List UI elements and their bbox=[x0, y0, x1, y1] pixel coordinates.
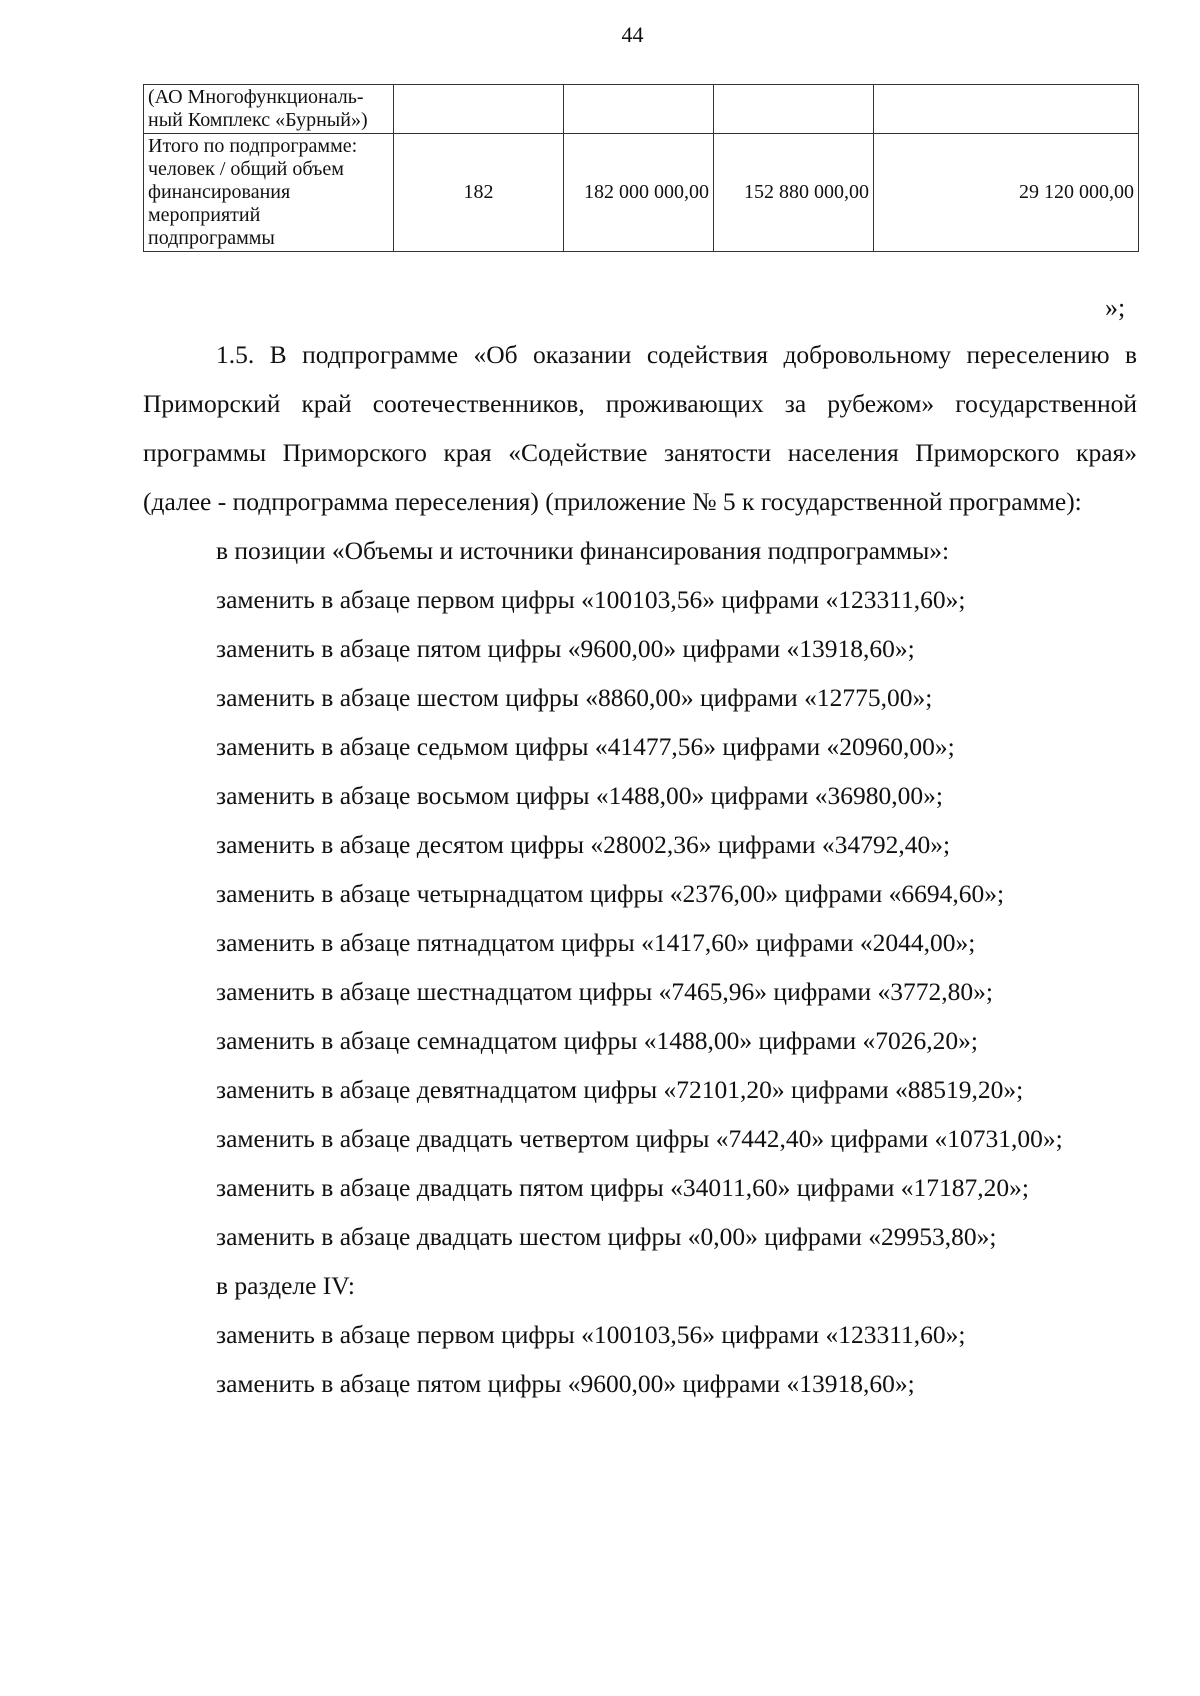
list-item: заменить в абзаце двадцать шестом цифры «0,00» цифрами «29953,80»; bbox=[216, 1222, 997, 1251]
table-cell-col3: 152 880 000,00 bbox=[714, 134, 874, 252]
table-cell-col3 bbox=[714, 85, 874, 134]
table-cell-name: (АО Многофункциональ-ный Комплекс «Бурный») bbox=[144, 85, 394, 134]
table-row bbox=[144, 85, 1139, 134]
list-item: заменить в абзаце пятом цифры «9600,00» цифрами «13918,60»; bbox=[216, 1369, 915, 1398]
table-row-total bbox=[144, 134, 1139, 252]
list-item: заменить в абзаце четырнадцатом цифры «2376,00» цифрами «6694,60»; bbox=[216, 879, 1005, 908]
table-closing-quote: »; bbox=[1105, 293, 1126, 322]
list-item: в позиции «Объемы и источники финансирования подпрограммы»: bbox=[216, 536, 950, 565]
document-body bbox=[143, 330, 1137, 1408]
table-cell-people: 182 bbox=[394, 134, 564, 252]
list-item: заменить в абзаце девятнадцатом цифры «72101,20» цифрами «88519,20»; bbox=[216, 1075, 1024, 1104]
list-item: заменить в абзаце седьмом цифры «41477,56» цифрами «20960,00»; bbox=[216, 732, 955, 761]
list-item: заменить в абзаце пятом цифры «9600,00» цифрами «13918,60»; bbox=[216, 634, 915, 663]
list-item: заменить в абзаце шестнадцатом цифры «7465,96» цифрами «3772,80»; bbox=[216, 977, 993, 1006]
list-item: заменить в абзаце пятнадцатом цифры «1417,60» цифрами «2044,00»; bbox=[216, 928, 976, 957]
page-number: 44 bbox=[621, 22, 644, 47]
section-subheading: в разделе IV: bbox=[216, 1271, 355, 1300]
list-item: заменить в абзаце двадцать пятом цифры «34011,60» цифрами «17187,20»; bbox=[216, 1173, 1029, 1202]
list-item: заменить в абзаце семнадцатом цифры «1488,00» цифрами «7026,20»; bbox=[216, 1026, 978, 1055]
table-cell-name: Итого по подпрограмме: человек / общий объем финансирования мероприятий подпрограммы bbox=[144, 134, 394, 252]
list-item: заменить в абзаце первом цифры «100103,56» цифрами «123311,60»; bbox=[216, 585, 966, 614]
list-item: заменить в абзаце двадцать четвертом цифры «7442,40» цифрами «10731,00»; bbox=[216, 1124, 1063, 1153]
list-item: заменить в абзаце первом цифры «100103,56» цифрами «123311,60»; bbox=[216, 1320, 966, 1349]
section-paragraph: 1.5. В подпрограмме «Об оказании содействия добровольному переселению в Приморский край соотечественников, проживающих за рубежом» государственной программы Приморского края «Содействие занятости населения Приморского края» (далее - подпрограмма переселения) (приложение № 5 к государственной программе): bbox=[143, 340, 1137, 516]
table-cell-total bbox=[564, 85, 714, 134]
table-cell-total: 182 000 000,00 bbox=[564, 134, 714, 252]
list-item: заменить в абзаце восьмом цифры «1488,00» цифрами «36980,00»; bbox=[216, 781, 943, 810]
list-item: заменить в абзаце шестом цифры «8860,00» цифрами «12775,00»; bbox=[216, 683, 933, 712]
financing-table bbox=[143, 84, 1139, 252]
table-cell-col4: 29 120 000,00 bbox=[874, 134, 1139, 252]
list-item: заменить в абзаце десятом цифры «28002,36» цифрами «34792,40»; bbox=[216, 830, 951, 859]
table-cell-col4 bbox=[874, 85, 1139, 134]
table-cell-people bbox=[394, 85, 564, 134]
